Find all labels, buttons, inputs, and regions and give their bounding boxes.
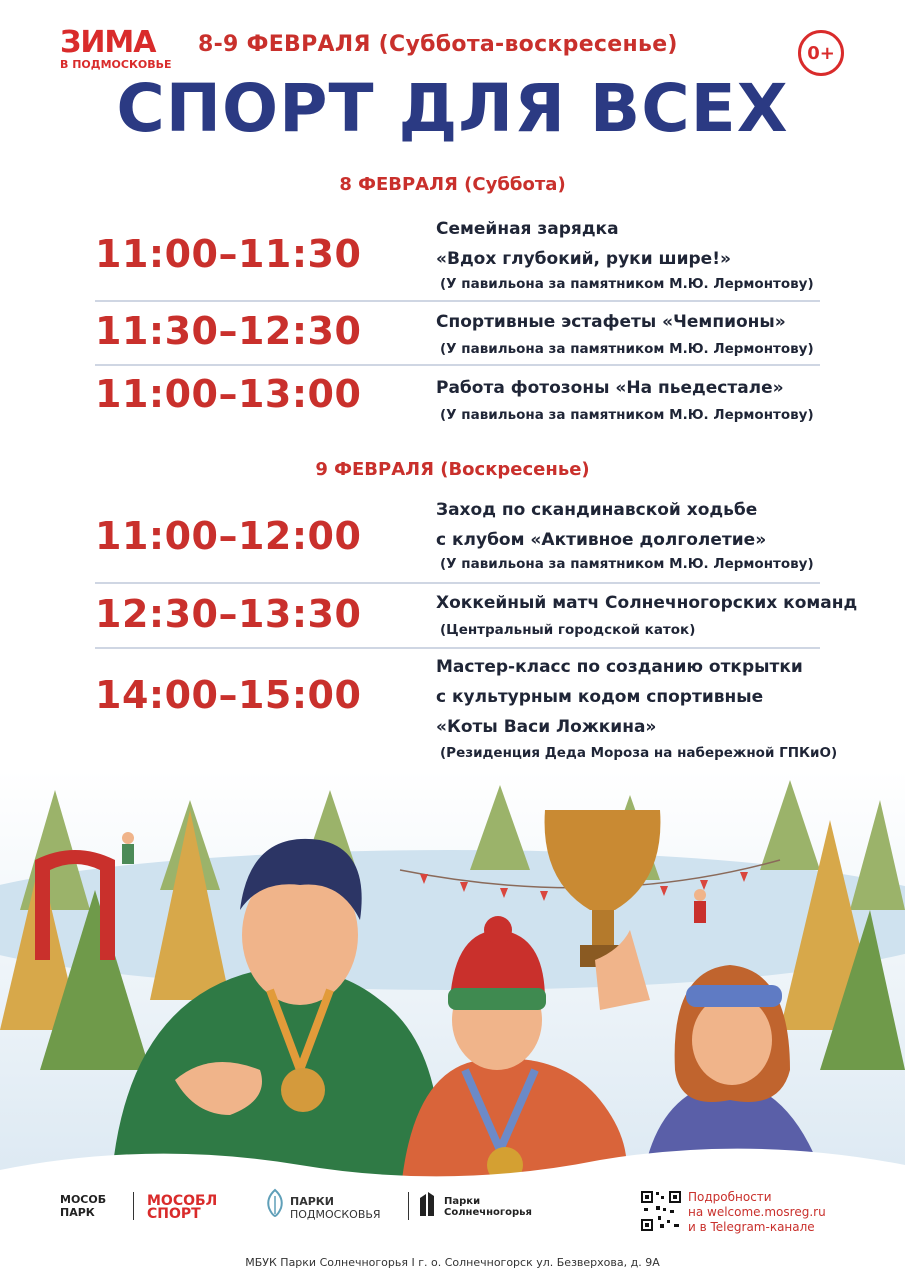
divider bbox=[95, 582, 820, 584]
event-location: (У павильона за памятником М.Ю. Лермонтову) bbox=[440, 556, 814, 572]
divider bbox=[408, 1192, 409, 1220]
event-title: Работа фотозоны «На пьедестале» bbox=[436, 378, 784, 398]
brand-title: ЗИМА bbox=[60, 25, 156, 60]
event-title: Мастер-класс по созданию открытки с культурным кодом спортивные «Коты Васи Ложкина» bbox=[436, 657, 803, 737]
event-title: Семейная зарядка «Вдох глубокий, руки шире!» bbox=[436, 219, 731, 269]
divider bbox=[95, 647, 820, 649]
event-time: 12:30–13:30 bbox=[95, 592, 362, 636]
event-time: 11:00–13:00 bbox=[95, 372, 362, 416]
info-text: Подробности на welcome.mosreg.ru и в Telegram-канале bbox=[688, 1190, 826, 1234]
parks-podmoskovya-icon bbox=[264, 1188, 286, 1218]
divider bbox=[133, 1192, 134, 1220]
divider bbox=[95, 364, 820, 366]
event-location: (У павильона за памятником М.Ю. Лермонтову) bbox=[440, 276, 814, 292]
age-rating-badge: 0+ bbox=[798, 30, 844, 76]
divider bbox=[95, 300, 820, 302]
event-location: (У павильона за памятником М.Ю. Лермонтову) bbox=[440, 341, 814, 357]
page-title: СПОРТ ДЛЯ ВСЕХ bbox=[116, 70, 789, 147]
qr-code[interactable] bbox=[640, 1190, 682, 1232]
day-heading-1: 8 ФЕВРАЛЯ (Суббота) bbox=[339, 174, 566, 195]
event-time: 11:00–11:30 bbox=[95, 232, 362, 276]
event-location: (Центральный городской каток) bbox=[440, 622, 696, 638]
event-dates: 8-9 ФЕВРАЛЯ (Суббота-воскресенье) bbox=[198, 32, 678, 57]
brand-subtitle: В ПОДМОСКОВЬЕ bbox=[60, 58, 172, 71]
mosobpark-logo: МОСОБ ПАРК bbox=[60, 1193, 107, 1219]
day-heading-2: 9 ФЕВРАЛЯ (Воскресенье) bbox=[315, 459, 590, 480]
winter-sports-illustration bbox=[0, 770, 905, 1200]
parks-solnechnogorya-icon bbox=[418, 1190, 440, 1218]
event-location: (Резиденция Деда Мороза на набережной ГПКиО) bbox=[440, 745, 838, 761]
event-time: 11:30–12:30 bbox=[95, 309, 362, 353]
brand-logo bbox=[60, 25, 172, 72]
parks-podmoskovya-logo: ПАРКИ ПОДМОСКОВЬЯ bbox=[290, 1195, 381, 1221]
event-location: (У павильона за памятником М.Ю. Лермонтову) bbox=[440, 407, 814, 423]
parks-solnechnogorya-logo: Парки Солнечногорья bbox=[444, 1196, 532, 1218]
address: МБУК Парки Солнечногорья I г. о. Солнечногорск ул. Безверхова, д. 9А bbox=[245, 1256, 660, 1269]
mosoblsport-logo: МОСОБЛ СПОРТ bbox=[147, 1193, 218, 1222]
event-time: 14:00–15:00 bbox=[95, 673, 362, 717]
event-title: Заход по скандинавской ходьбе с клубом «Активное долголетие» bbox=[436, 500, 767, 550]
event-title: Спортивные эстафеты «Чемпионы» bbox=[436, 312, 786, 332]
event-title: Хоккейный матч Солнечногорских команд bbox=[436, 593, 858, 613]
event-time: 11:00–12:00 bbox=[95, 514, 362, 558]
